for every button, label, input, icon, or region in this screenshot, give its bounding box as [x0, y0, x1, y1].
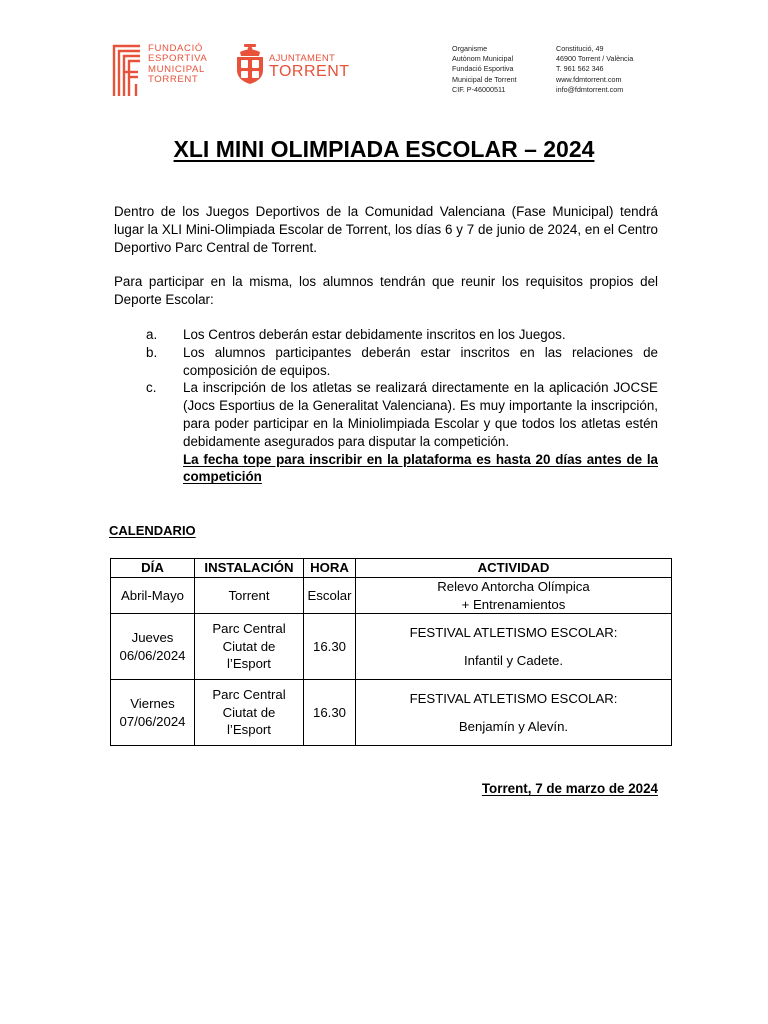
- activity-subtitle: Benjamín y Alevín.: [458, 718, 569, 734]
- calendar-heading: CALENDARIO: [109, 523, 196, 538]
- org-info-line: Organisme: [452, 44, 488, 53]
- activity-subtitle: Infantil y Cadete.: [464, 652, 563, 668]
- venue-line: l’Esport: [227, 722, 271, 738]
- document-title-text: XLI MINI OLIMPIADA ESCOLAR – 2024: [173, 136, 595, 162]
- signoff-date: Torrent, 7 de marzo de 2024: [481, 781, 658, 796]
- document-title: [0, 136, 768, 163]
- activity-subtitle: + Entrenamientos: [461, 596, 566, 612]
- list-item: [146, 326, 658, 344]
- cell-instalacion: [195, 614, 304, 680]
- fem-logo: [112, 44, 207, 98]
- venue-line: l’Esport: [227, 656, 271, 672]
- list-item: [146, 379, 658, 486]
- venue-line: Parc Central: [212, 621, 286, 637]
- cell-actividad: [356, 680, 672, 746]
- table-row: [111, 680, 672, 746]
- coat-of-arms-icon: [235, 44, 265, 84]
- activity-title: Relevo Antorcha Olímpica: [437, 579, 590, 595]
- org-info-line: CIF. P-46000511: [452, 84, 506, 94]
- org-info-line: Municipal de Torrent: [452, 74, 517, 84]
- cell-hora: 16.30: [304, 614, 356, 680]
- column-header-actividad: ACTIVIDAD: [356, 559, 672, 578]
- day-name: Jueves: [131, 630, 174, 646]
- list-item: [146, 344, 658, 380]
- fem-logo-line: FUNDACIÓ: [148, 43, 203, 54]
- activity-title: FESTIVAL ATLETISMO ESCOLAR:: [409, 625, 618, 641]
- column-header-dia: DÍA: [111, 559, 195, 578]
- deadline-highlight: La fecha tope para inscribir en la plataforma es hasta 20 días antes de la competición: [183, 451, 658, 485]
- list-marker: c.: [146, 380, 157, 396]
- list-item-text: Los alumnos participantes deberán estar inscritos en las relaciones de composición de equipos.: [183, 344, 658, 378]
- org-city: 46900 Torrent / València: [556, 54, 634, 64]
- list-item-text: Los Centros deberán estar debidamente inscritos en los Juegos.: [183, 327, 566, 342]
- cell-dia: Abril-Mayo: [111, 578, 195, 614]
- cell-actividad: [356, 614, 672, 680]
- cell-instalacion: Torrent: [195, 578, 304, 614]
- cell-actividad: [356, 578, 672, 614]
- day-date: 07/06/2024: [119, 713, 186, 729]
- day-date: 06/06/2024: [119, 647, 186, 663]
- cell-hora: 16.30: [304, 680, 356, 746]
- org-phone: T. 961 562 346: [556, 64, 604, 74]
- venue-line: Parc Central: [212, 687, 286, 703]
- activity-title: FESTIVAL ATLETISMO ESCOLAR:: [409, 691, 618, 707]
- table-row: [111, 614, 672, 680]
- ajuntament-label: AJUNTAMENT: [269, 53, 336, 64]
- column-header-hora: HORA: [304, 559, 356, 578]
- fem-logo-mark-icon: [112, 44, 142, 96]
- org-info-right: [556, 44, 633, 95]
- list-item-text: La inscripción de los atletas se realizará directamente en la aplicación JOCSE (Jocs Esportius de la Generalitat Valenciana). Es muy importante la inscripción, para poder participar en la Miniolimpiada Escolar y que todos los atletas estén debidamente asegurados para disputar la competición.: [183, 380, 658, 449]
- day-name: Viernes: [130, 696, 175, 712]
- fem-logo-line: ESPORTIVA: [148, 53, 208, 65]
- org-info-left: [452, 44, 517, 95]
- fem-logo-line: TORRENT: [148, 74, 199, 86]
- venue-line: Ciutat de: [222, 638, 276, 654]
- org-address: Constitució, 49: [556, 44, 604, 53]
- cell-hora: Escolar: [304, 578, 356, 614]
- column-header-instalacion: INSTALACIÓN: [195, 559, 304, 578]
- venue-line: Ciutat de: [222, 704, 276, 720]
- org-info-line: Fundació Esportiva: [452, 64, 514, 74]
- fem-logo-line: MUNICIPAL: [148, 63, 205, 75]
- requirements-list: [146, 326, 658, 486]
- intro-paragraph: Dentro de los Juegos Deportivos de la Comunidad Valenciana (Fase Municipal) tendrá lugar la XLI Mini-Olimpiada Escolar de Torrent, los días 6 y 7 de junio de 2024, en el Centro Deportivo Parc Central de Torrent.: [114, 204, 658, 255]
- cell-dia: [111, 680, 195, 746]
- table-row: [111, 578, 672, 614]
- cell-instalacion: [195, 680, 304, 746]
- table-header-row: [111, 559, 672, 578]
- org-info-line: Autònom Municipal: [452, 54, 514, 64]
- requirements-paragraph: Para participar en la misma, los alumnos tendrán que reunir los requisitos propios del Deporte Escolar:: [114, 274, 658, 307]
- cell-dia: [111, 614, 195, 680]
- list-marker: b.: [146, 344, 158, 360]
- list-marker: a.: [146, 327, 158, 342]
- org-website: www.fdmtorrent.com: [556, 74, 622, 84]
- calendar-table: [110, 558, 672, 746]
- ajuntament-town: TORRENT: [269, 63, 350, 80]
- org-email: info@fdmtorrent.com: [556, 84, 624, 94]
- ajuntament-logo: [235, 44, 350, 84]
